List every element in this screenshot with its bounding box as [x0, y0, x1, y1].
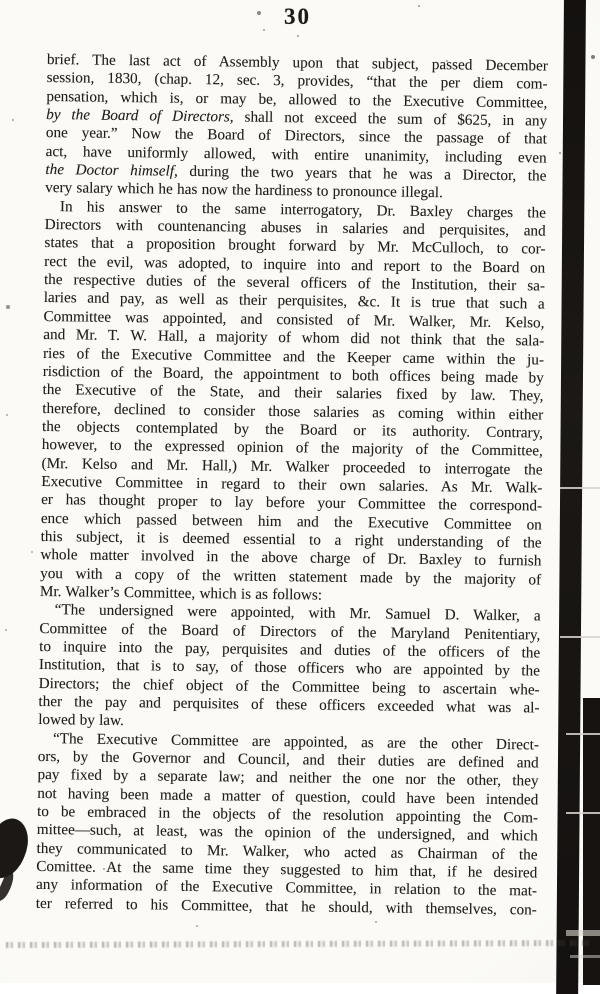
text-segment: however, to the expressed opinion of the majority of the Committee,	[41, 436, 543, 460]
text-segment: Executive Committee in regard to their own salaries. As Mr. Walk-	[41, 472, 543, 497]
text-segment: Directors with countenancing abuses in salaries and perquisites, and	[44, 216, 546, 240]
text-segment: (Mr. Kelso and Mr. Hall,) Mr. Walker proceeded to interrogate the	[41, 454, 543, 479]
text-segment: pay fixed by a separate law; and neither the one nor the other, they	[37, 766, 539, 790]
text-segment: this subject, it is deemed essential to a right understanding of the	[40, 527, 542, 552]
binding-band-gap	[560, 636, 600, 638]
text-segment: the respective duties of the several officers of the Institution, their sa-	[43, 271, 546, 295]
text-segment: ter referred to his Committee, that he should, with themselves, con-	[35, 894, 537, 919]
text-segment: In his answer to the same interrogatory, Dr. Baxley charges the	[59, 197, 547, 222]
text-segment: mittee—such, at least, was the opinion of the undersigned, and which	[36, 821, 538, 845]
text-segment: “The undersigned were appointed, with Mr. Samuel D. Walker, a	[54, 601, 541, 625]
text-segment: one year.” Now the Board of Directors, since the passage of that	[45, 124, 547, 148]
text-segment: session, 1830, (chap. 12, sec. 3, provides, “that the per diem com-	[46, 69, 548, 93]
text-segment: pensation, which is, or may be, allowed to the Executive Committee,	[46, 87, 548, 112]
text-segment: ries of the Executive Committee and the Keeper came within the ju-	[42, 344, 545, 369]
text-segment: the Executive of the State, and their salaries fixed by law. They,	[42, 381, 544, 405]
binding-band-gap	[560, 487, 600, 489]
text-segment: very salary which he has now the hardiness to pronounce illegal.	[45, 179, 443, 202]
text-segment: whole matter involved in the above charge of Dr. Baxley to furnish	[40, 546, 542, 570]
text-segment: ors, by the Governor and Council, and their duties are defined and	[37, 748, 539, 772]
text-segment: therefore, declined to consider those salaries as coming within either	[42, 399, 544, 424]
text-segment: Directors; the chief object of the Committee being to ascertain whe-	[38, 674, 540, 699]
text-segment: to be embraced in the objects of the resolution appointing the Com-	[36, 803, 539, 827]
binding-band-gap	[570, 955, 600, 958]
page-number: 30	[284, 4, 311, 29]
ink-blot	[0, 813, 37, 885]
italic-text-segment: the Doctor himself,	[45, 161, 178, 180]
text-segment: risdiction of the Board, the appointment to both offices being made by	[42, 362, 544, 387]
text-segment: ence which passed between him and the Executive Committee on	[40, 509, 542, 534]
text-segment: you with a copy of the written statement made by the majority of	[40, 564, 542, 589]
text-segment: and Mr. T. W. Hall, a majority of whom did not think that the sala-	[43, 326, 545, 350]
text-segment: er has thought proper to lay before your Committee the correspond-	[41, 491, 543, 515]
document-text	[36, 51, 548, 920]
text-segment: any information of the Executive Committee, in relation to the mat-	[35, 876, 538, 900]
text-segment: rect the evil, was adopted, to inquire into and report to the Board on	[44, 252, 546, 277]
text-segment: to inquire into the pay, perquisites and duties of the officers of the	[39, 637, 541, 662]
text-segment: brief. The last act of Assembly upon that subject, passed December	[46, 51, 548, 75]
text-segment: states that a proposition brought forward by Mr. McCulloch, to cor-	[44, 234, 546, 258]
text-segment: lowed by law.	[38, 711, 124, 730]
binding-band-gap	[566, 812, 600, 814]
text-segment: the objects contemplated by the Board or its authority. Contrary,	[41, 417, 544, 442]
smudge-line	[6, 940, 592, 948]
text-segment: during the two years that he was a Director, the	[177, 162, 547, 185]
text-segment: Institution, that is to say, of those officers who are appointed by the	[38, 656, 541, 680]
scan-specks	[0, 0, 2, 2]
binding-band-gap	[566, 930, 600, 936]
binding-band-gap	[566, 733, 600, 735]
binding-shadow-band	[556, 0, 586, 994]
text-segment: Mr. Walker’s Committee, which is as follows:	[39, 582, 323, 604]
text-segment: Committee was appointed, and consisted of Mr. Walker, Mr. Kelso,	[43, 307, 545, 332]
text-segment: act, have uniformly allowed, with entire unanimity, including even	[45, 142, 547, 167]
text-segment: “The Executive Committee are appointed, as are the other Direct-	[52, 729, 540, 754]
text-segment: Committee of the Board of Directors of the Maryland Penitentiary,	[39, 619, 541, 644]
text-segment: laries and pay, as well as their perquisites, &c. It is true that such a	[43, 289, 545, 314]
text-segment: Comittee. At the same time they suggested to him that, if he desired	[36, 858, 538, 882]
text-segment: not having been made a matter of question, could have been intended	[37, 784, 539, 809]
text-segment: ther the pay and perquisites of these officers exceeded what was al-	[38, 692, 540, 717]
text-segment: shall not exceed the sum of $625, in any	[233, 108, 548, 130]
text-segment: they communicated to Mr. Walker, who acted as Chairman of the	[36, 839, 538, 864]
italic-text-segment: by the Board of Directors,	[46, 106, 234, 126]
